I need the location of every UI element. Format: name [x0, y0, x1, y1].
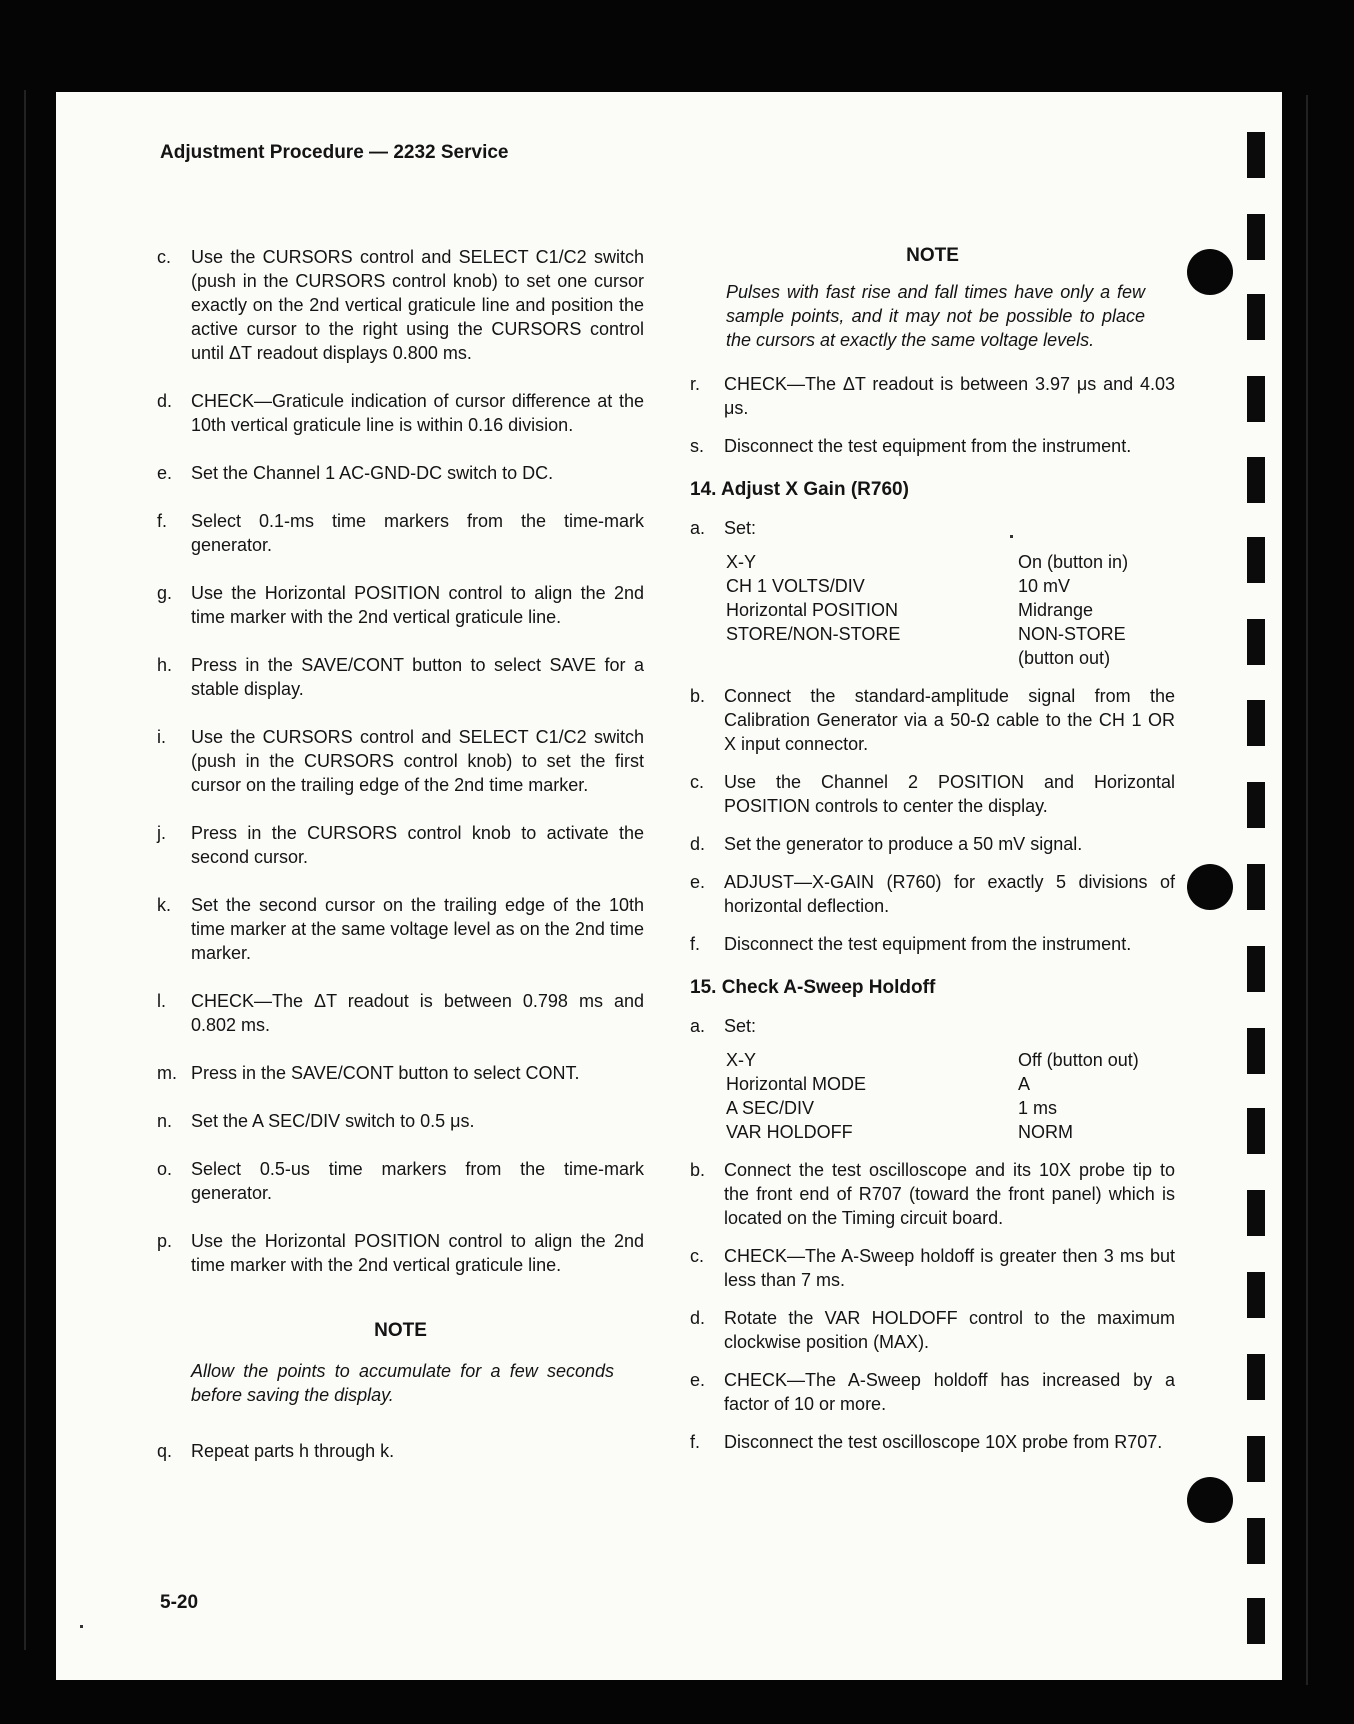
step-d [690, 1306, 1175, 1354]
step-letter: a. [690, 1016, 706, 1036]
page-header: Adjustment Procedure — 2232 Service [160, 142, 509, 163]
step-text: Set: [724, 518, 757, 538]
setting-value: Midrange [1018, 600, 1094, 620]
binder-hole [1187, 249, 1233, 295]
scan-edge-line [1306, 95, 1308, 1685]
step-k [157, 893, 644, 965]
step-n [157, 1109, 644, 1133]
edge-mark [1247, 1354, 1265, 1400]
step-letter: b. [690, 686, 706, 706]
page-number: 5-20 [160, 1592, 199, 1613]
step-text: Connect the test oscilloscope and its 10X probe tip to the front end of R707 (toward the front panel) which is located on the Timing circuit board. [724, 1160, 1175, 1228]
setting-name: Horizontal POSITION [726, 600, 899, 620]
step-letter: a. [690, 518, 706, 538]
setting-row [726, 1072, 1175, 1096]
note-heading: NOTE [906, 245, 959, 266]
step-o [157, 1157, 644, 1205]
setting-row [726, 1096, 1175, 1120]
right-column [690, 244, 1175, 1454]
note-text: Allow the points to accumulate for a few seconds before saving the display. [191, 1361, 614, 1405]
step-letter: h. [157, 655, 173, 675]
step-a-set [690, 516, 1175, 540]
binder-hole [1187, 864, 1233, 910]
step-letter: f. [690, 1432, 701, 1452]
step-letter: c. [690, 772, 705, 792]
edge-mark [1247, 457, 1265, 503]
setting-name [726, 646, 1018, 670]
step-l [157, 989, 644, 1037]
step-f [690, 932, 1175, 956]
step-letter: o. [157, 1159, 173, 1179]
step-text: Press in the SAVE/CONT button to select SAVE for a stable display. [191, 655, 644, 699]
edge-mark [1247, 1436, 1265, 1482]
setting-value: (button out) [1018, 648, 1111, 668]
step-c [690, 1244, 1175, 1292]
setting-value: Off (button out) [1018, 1050, 1139, 1070]
step-text: Rotate the VAR HOLDOFF control to the maximum clockwise position (MAX). [724, 1308, 1175, 1352]
step-text: Use the CURSORS control and SELECT C1/C2 switch (push in the CURSORS control knob) to set one cursor exactly on the 2nd vertical graticule line and position the active cursor to the right using the CURSORS control until ΔT readout displays 0.800 ms. [191, 247, 644, 363]
step-j [157, 821, 644, 869]
setting-row [726, 1048, 1175, 1072]
setting-value: NORM [1018, 1122, 1073, 1142]
setting-value: 1 ms [1018, 1098, 1058, 1118]
setting-name: Horizontal MODE [726, 1074, 867, 1094]
setting-value: 10 mV [1018, 576, 1071, 596]
edge-mark [1247, 537, 1265, 583]
edge-mark [1247, 700, 1265, 746]
edge-mark [1247, 782, 1265, 828]
step-letter: f. [157, 511, 168, 531]
edge-mark [1247, 1190, 1265, 1236]
step-letter: n. [157, 1111, 173, 1131]
setting-row [726, 550, 1175, 574]
step-letter: c. [157, 247, 172, 267]
setting-name: CH 1 VOLTS/DIV [726, 576, 865, 596]
settings-table [726, 550, 1175, 670]
step-letter: g. [157, 583, 173, 603]
setting-row [726, 598, 1175, 622]
step-text: Press in the CURSORS control knob to activate the second cursor. [191, 823, 644, 867]
step-letter: b. [690, 1160, 706, 1180]
step-a-set [690, 1014, 1175, 1038]
step-text: Press in the SAVE/CONT button to select CONT. [191, 1063, 580, 1083]
step-letter: d. [157, 391, 173, 411]
step-letter: d. [690, 834, 706, 854]
setting-name: X-Y [726, 552, 757, 572]
edge-mark [1247, 214, 1265, 260]
step-c [690, 770, 1175, 818]
step-text: Set the A SEC/DIV switch to 0.5 μs. [191, 1111, 475, 1131]
binder-hole [1187, 1477, 1233, 1523]
step-letter: r. [690, 374, 701, 394]
step-i [157, 725, 644, 797]
step-letter: e. [690, 872, 706, 892]
setting-value: A [1018, 1074, 1031, 1094]
step-e [690, 1368, 1175, 1416]
step-text: Use the CURSORS control and SELECT C1/C2 switch (push in the CURSORS control knob) to set the first cursor on the trailing edge of the 2nd time marker. [191, 727, 644, 795]
edge-mark [1247, 1598, 1265, 1644]
step-letter: i. [157, 727, 166, 747]
step-letter: c. [690, 1246, 705, 1266]
step-letter: q. [157, 1441, 173, 1461]
step-text: CHECK—Graticule indication of cursor difference at the 10th vertical graticule line is within 0.16 division. [191, 391, 644, 435]
step-e [690, 870, 1175, 918]
left-column [157, 245, 644, 1463]
step-letter: j. [157, 823, 166, 843]
setting-row [726, 622, 1175, 646]
step-h [157, 653, 644, 701]
step-text: ADJUST—X-GAIN (R760) for exactly 5 divisions of horizontal deflection. [724, 872, 1175, 916]
step-text: Disconnect the test oscilloscope 10X probe from R707. [724, 1432, 1163, 1452]
step-text: CHECK—The ΔT readout is between 0.798 ms and 0.802 ms. [191, 991, 644, 1035]
setting-name: STORE/NON-STORE [726, 624, 901, 644]
setting-row [726, 1120, 1175, 1144]
edge-mark [1247, 294, 1265, 340]
step-letter: m. [157, 1063, 177, 1083]
step-s [690, 434, 1175, 458]
step-text: Use the Horizontal POSITION control to align the 2nd time marker with the 2nd vertical graticule line. [191, 583, 644, 627]
step-text: Disconnect the test equipment from the instrument. [724, 934, 1132, 954]
setting-row [726, 646, 1175, 670]
step-r [690, 372, 1175, 420]
edge-mark [1247, 864, 1265, 910]
step-text: CHECK—The ΔT readout is between 3.97 μs and 4.03 μs. [724, 374, 1175, 418]
step-letter: p. [157, 1231, 173, 1251]
step-text: Select 0.1-ms time markers from the time-mark generator. [191, 511, 644, 555]
step-text: CHECK—The A-Sweep holdoff has increased by a factor of 10 or more. [724, 1370, 1175, 1414]
section-15-title: 15. Check A-Sweep Holdoff [690, 977, 936, 998]
step-text: Set the Channel 1 AC-GND-DC switch to DC. [191, 463, 554, 483]
step-letter: d. [690, 1308, 706, 1328]
setting-name: VAR HOLDOFF [726, 1122, 853, 1142]
edge-mark [1247, 376, 1265, 422]
step-text: Set the generator to produce a 50 mV signal. [724, 834, 1083, 854]
step-p [157, 1229, 644, 1277]
note-heading: NOTE [374, 1320, 427, 1341]
edge-mark [1247, 1518, 1265, 1564]
step-g [157, 581, 644, 629]
step-m [157, 1061, 644, 1085]
step-f [157, 509, 644, 557]
step-q [157, 1439, 644, 1463]
step-text: Connect the standard-amplitude signal from the Calibration Generator via a 50-Ω cable to the CH 1 OR X input connector. [724, 686, 1175, 754]
step-b [690, 1158, 1175, 1230]
step-e [157, 461, 644, 485]
step-c [157, 245, 644, 365]
edge-mark [1247, 1108, 1265, 1154]
setting-value: NON-STORE [1018, 624, 1126, 644]
step-letter: l. [157, 991, 166, 1011]
step-text: CHECK—The A-Sweep holdoff is greater then 3 ms but less than 7 ms. [724, 1246, 1175, 1290]
step-d [157, 389, 644, 437]
edge-mark [1247, 132, 1265, 178]
settings-table [726, 1048, 1175, 1144]
step-text: Set: [724, 1016, 757, 1036]
step-f [690, 1430, 1175, 1454]
setting-value: On (button in) [1018, 552, 1129, 572]
step-text: Use the Horizontal POSITION control to align the 2nd time marker with the 2nd vertical graticule line. [191, 1231, 644, 1275]
step-letter: e. [157, 463, 173, 483]
step-d [690, 832, 1175, 856]
step-letter: k. [157, 895, 172, 915]
edge-mark [1247, 1028, 1265, 1074]
step-text: Select 0.5-us time markers from the time-mark generator. [191, 1159, 644, 1203]
step-text: Set the second cursor on the trailing edge of the 10th time marker at the same voltage level as on the 2nd time marker. [191, 895, 644, 963]
note-text: Pulses with fast rise and fall times have only a few sample points, and it may not be possible to place the cursors at exactly the same voltage levels. [726, 282, 1145, 350]
setting-row [726, 574, 1175, 598]
setting-name: A SEC/DIV [726, 1098, 815, 1118]
edge-mark [1247, 946, 1265, 992]
section-14-title: 14. Adjust X Gain (R760) [690, 479, 909, 500]
edge-mark [1247, 1272, 1265, 1318]
step-text: Use the Channel 2 POSITION and Horizontal POSITION controls to center the display. [724, 772, 1175, 816]
edge-mark [1247, 619, 1265, 665]
step-letter: f. [690, 934, 701, 954]
setting-name: X-Y [726, 1050, 757, 1070]
scan-speck [80, 1625, 83, 1628]
step-letter: s. [690, 436, 705, 456]
scan-edge-line [24, 90, 26, 1650]
step-b [690, 684, 1175, 756]
step-text: Disconnect the test equipment from the instrument. [724, 436, 1132, 456]
step-text: Repeat parts h through k. [191, 1441, 395, 1461]
step-letter: e. [690, 1370, 706, 1390]
